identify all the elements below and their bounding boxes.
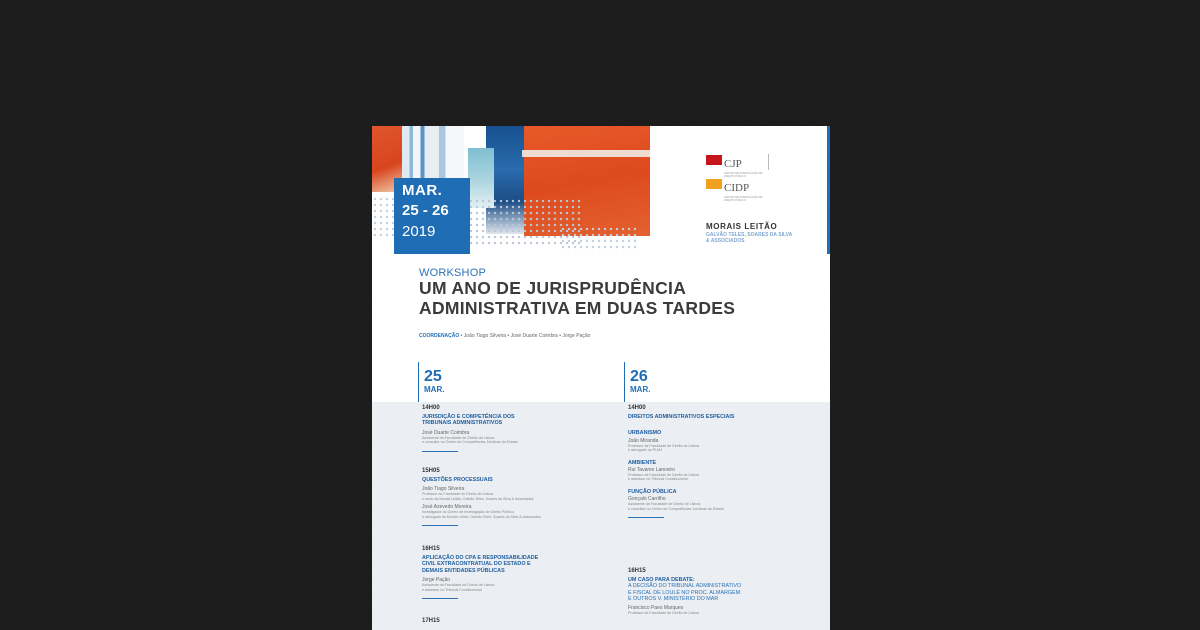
cidp-logo-mark (706, 179, 722, 189)
session-time: 15H05 (422, 468, 440, 474)
day-month: MAR. (424, 385, 445, 394)
session-title-line: TRIBUNAIS ADMINISTRATIVOS (422, 420, 503, 427)
art-light-band (522, 150, 650, 157)
case-description-line: E FISCAL DE LOULÉ NO PROC. ALMARGEM (628, 589, 741, 596)
day-number: 26 (630, 368, 648, 385)
session-title-line: DEMAIS ENTIDADES PÚBLICAS (422, 567, 505, 574)
session-title (422, 555, 602, 574)
workshop-label: WORKSHOP (419, 267, 486, 279)
day-1-column (418, 362, 600, 624)
speaker-name: José Duarte Coimbra (422, 429, 470, 436)
session-title: QUESTÕES PROCESSUAIS (422, 477, 493, 483)
coordination-names: • João Tiago Silveira • José Duarte Coimbra • Jorge Pação (459, 333, 591, 339)
speaker-desc: Professor da Faculdade de Direito de Lisboa (628, 473, 700, 478)
day-month: MAR. (630, 385, 651, 394)
speaker-desc: Professor da Faculdade de Direito de Lisboa (628, 610, 700, 615)
speaker-desc: Professor da Faculdade de Direito de Lisboa (422, 492, 494, 497)
event-date-box (394, 178, 470, 254)
speaker-desc: Assistente da Faculdade de Direito de Lisboa (422, 435, 495, 440)
event-poster (372, 126, 830, 630)
session-title (422, 414, 602, 427)
speaker-desc: e consultor no Centro de Competências Jurídicas do Estado (422, 440, 518, 445)
day-number: 25 (424, 368, 442, 385)
speaker-desc: e assessor no Tribunal Constitucional (422, 587, 482, 592)
cjp-logo-text: CJP (724, 158, 742, 170)
event-title (419, 278, 735, 318)
column-rule (624, 362, 625, 402)
session-item (628, 568, 808, 615)
title-line: UM ANO DE JURISPRUDÊNCIA (419, 278, 687, 298)
coordination-label: COORDENAÇÃO (419, 333, 460, 339)
session-title-line: APLICAÇÃO DO CPA E RESPONSABILIDADE (422, 555, 539, 561)
accent-bar (827, 126, 830, 254)
speaker-desc: e advogado da Morais Leitão, Galvão Teles, Soares da Silva & Associados (422, 514, 541, 519)
session-item (628, 405, 808, 518)
speaker-desc: e advogado na PLMJ (628, 448, 662, 453)
cjp-logo-mark (706, 155, 722, 165)
speaker-desc: e sócio da Morais Leitão, Galvão Teles, Soares da Silva & Associados (422, 496, 534, 501)
column-rule (418, 362, 419, 402)
speaker-name: José Azevedo Moreira (422, 504, 472, 511)
session-time: 14H00 (628, 405, 646, 411)
speaker-name: Francisco Paes Marques (628, 604, 684, 611)
speaker-name: Jorge Pação (422, 577, 451, 584)
case-description-line: E OUTROS V. MINISTÉRIO DO MAR (628, 596, 719, 603)
session-separator (422, 525, 458, 526)
dot-pattern (372, 196, 394, 240)
date-days: 25 - 26 (402, 202, 449, 219)
firm-subtitle-line: GALVÃO TELES, SOARES DA SILVA (706, 232, 793, 238)
speaker-desc: Assistente da Faculdade de Direito de Lisboa (628, 502, 701, 507)
speaker-desc: Assistente da Faculdade de Direito de Lisboa (422, 583, 495, 588)
speaker-name: Rui Tavares Lanceiro (628, 467, 675, 474)
title-line: ADMINISTRATIVA EM DUAS TARDES (419, 298, 736, 318)
session-time: 17H15 (422, 618, 440, 624)
session-title: UM CASO PARA DEBATE: (628, 577, 695, 583)
topic-title: URBANISMO (628, 430, 662, 437)
cidp-logo (706, 178, 764, 202)
cjp-logo-subtitle: CENTRO DE INVESTIGAÇÃO DE DIREITO PÚBLICO (724, 172, 763, 178)
session-item (422, 546, 602, 599)
session-separator (422, 598, 458, 599)
cjp-logo (706, 154, 764, 178)
session-time: 14H00 (422, 405, 440, 411)
firm-name: MORAIS LEITÃO (706, 222, 778, 231)
speaker-name: Gonçalo Carrilho (628, 496, 666, 503)
session-separator (628, 517, 664, 518)
date-year: 2019 (402, 223, 436, 240)
dot-pattern (560, 226, 638, 252)
session-title-line: CIVIL EXTRACONTRATUAL DO ESTADO E (422, 561, 531, 568)
speaker-desc: e consultor no Centro de Competências Jurídicas do Estado (628, 506, 724, 511)
session-time: 16H15 (422, 546, 440, 552)
cidp-logo-subtitle: CENTRO DE INVESTIGAÇÃO DE DIREITO PÚBLICO (724, 196, 763, 202)
speaker-name: João Miranda (628, 437, 659, 444)
session-separator (422, 451, 458, 452)
day-2-column (624, 362, 806, 615)
coordination-line (419, 333, 590, 339)
speaker-desc: e assessor no Tribunal Constitucional (628, 477, 688, 482)
case-description-line: A DECISÃO DO TRIBUNAL ADMINISTRATIVO (628, 583, 742, 590)
session-time: 16H15 (628, 568, 646, 574)
session-item (422, 618, 602, 625)
session-title: DIREITOS ADMINISTRATIVOS ESPECIAIS (628, 414, 735, 420)
speaker-desc: Professor da Faculdade de Direito de Lisboa (628, 443, 700, 448)
topic-title: AMBIENTE (628, 459, 657, 466)
date-month: MAR. (402, 182, 443, 199)
session-item (422, 405, 602, 452)
firm-subtitle (706, 232, 816, 244)
sponsor-logos (706, 154, 816, 244)
firm-subtitle-line: & ASSOCIADOS (706, 238, 745, 244)
session-title-line: JURISDIÇÃO E COMPETÊNCIA DOS (422, 414, 515, 420)
session-item (422, 468, 602, 526)
speaker-name: João Tiago Silveira (422, 486, 465, 493)
speaker-desc: Investigador do Centro de Investigação de Direito Público (422, 510, 514, 515)
cidp-logo-text: CIDP (724, 182, 750, 194)
logo-divider (768, 154, 769, 170)
topic-title: FUNÇÃO PÚBLICA (628, 488, 677, 495)
